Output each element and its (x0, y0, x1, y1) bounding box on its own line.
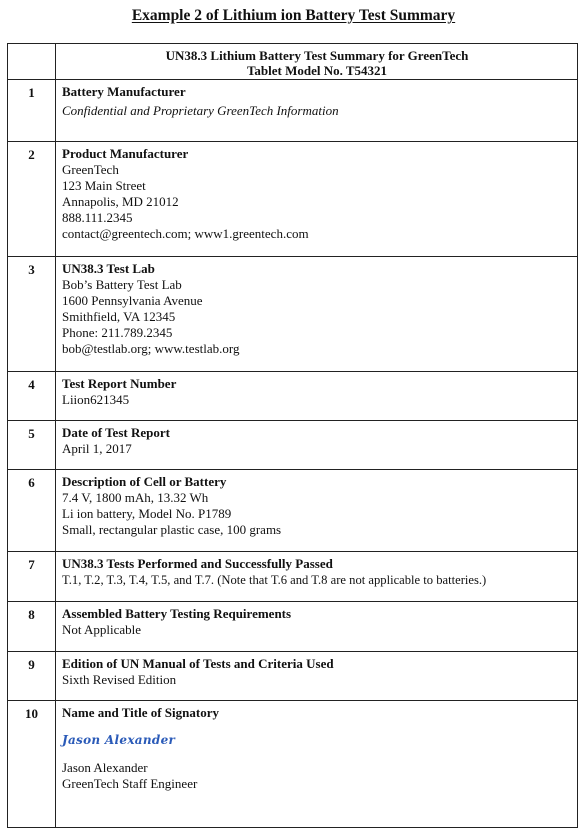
row-number: 8 (8, 602, 56, 652)
row-line: Jason Alexander (62, 760, 148, 775)
row-italic-text: Confidential and Proprietary GreenTech Information (62, 103, 339, 118)
row-number: 4 (8, 372, 56, 421)
test-summary-table (7, 43, 578, 828)
row-heading: Description of Cell or Battery (62, 474, 227, 489)
row-number: 2 (8, 142, 56, 257)
row-line: Smithfield, VA 12345 (62, 309, 176, 324)
row-line: April 1, 2017 (62, 441, 132, 456)
table-row (8, 652, 578, 701)
row-content (56, 372, 578, 421)
row-content (56, 470, 578, 552)
row-line: 7.4 V, 1800 mAh, 13.32 Wh (62, 490, 209, 505)
table-row (8, 142, 578, 257)
row-line: Phone: 211.789.2345 (62, 325, 173, 340)
row-heading: Name and Title of Signatory (62, 705, 219, 720)
row-content (56, 421, 578, 470)
row-heading: Edition of UN Manual of Tests and Criteria Used (62, 656, 334, 671)
row-content (56, 80, 578, 142)
row-number: 7 (8, 552, 56, 602)
row-heading: UN38.3 Tests Performed and Successfully Passed (62, 556, 333, 571)
row-number: 6 (8, 470, 56, 552)
row-number: 5 (8, 421, 56, 470)
table-row (8, 372, 578, 421)
row-number: 1 (8, 80, 56, 142)
row-content (56, 701, 578, 828)
row-line: T.1, T.2, T.3, T.4, T.5, and T.7. (Note that T.6 and T.8 are not applicable to batteries.) (62, 573, 487, 587)
row-number: 3 (8, 257, 56, 372)
table-header-line-2: Tablet Model No. T54321 (246, 63, 388, 78)
table-header-cell (56, 44, 578, 80)
table-header-line-1: UN38.3 Lithium Battery Test Summary for GreenTech (165, 48, 469, 63)
row-content (56, 257, 578, 372)
table-row (8, 470, 578, 552)
row-number: 9 (8, 652, 56, 701)
row-line: Small, rectangular plastic case, 100 grams (62, 522, 282, 537)
row-heading: Assembled Battery Testing Requirements (62, 606, 292, 621)
row-heading: Product Manufacturer (62, 146, 189, 161)
row-line: Liion621345 (62, 392, 130, 407)
table-row (8, 257, 578, 372)
table-row (8, 421, 578, 470)
table-row (8, 552, 578, 602)
row-heading: Date of Test Report (62, 425, 170, 440)
page-title: Example 2 of Lithium ion Battery Test Summary (131, 7, 456, 24)
row-line: 1600 Pennsylvania Avenue (62, 293, 203, 308)
row-line: contact@greentech.com; www1.greentech.com (62, 226, 309, 241)
row-line: Annapolis, MD 21012 (62, 194, 179, 209)
row-content (56, 602, 578, 652)
row-line: bob@testlab.org; www.testlab.org (62, 341, 240, 356)
row-line: Li ion battery, Model No. P1789 (62, 506, 232, 521)
row-content (56, 552, 578, 602)
row-line: GreenTech Staff Engineer (62, 776, 198, 791)
table-row (8, 80, 578, 142)
header-number-cell (8, 44, 56, 80)
table-row (8, 701, 578, 828)
row-line: 123 Main Street (62, 178, 146, 193)
signature-image: Jason Alexander (62, 733, 176, 747)
row-content (56, 142, 578, 257)
row-heading: Battery Manufacturer (62, 84, 186, 99)
row-number: 10 (8, 701, 56, 828)
row-line: Bob’s Battery Test Lab (62, 277, 182, 292)
row-line: Sixth Revised Edition (62, 672, 177, 687)
table-row (8, 602, 578, 652)
row-content (56, 652, 578, 701)
row-line: 888.111.2345 (62, 210, 133, 225)
row-heading: Test Report Number (62, 376, 177, 391)
row-line: Not Applicable (62, 622, 142, 637)
table-header-row (8, 44, 578, 80)
row-heading: UN38.3 Test Lab (62, 261, 155, 276)
row-line: GreenTech (62, 162, 119, 177)
